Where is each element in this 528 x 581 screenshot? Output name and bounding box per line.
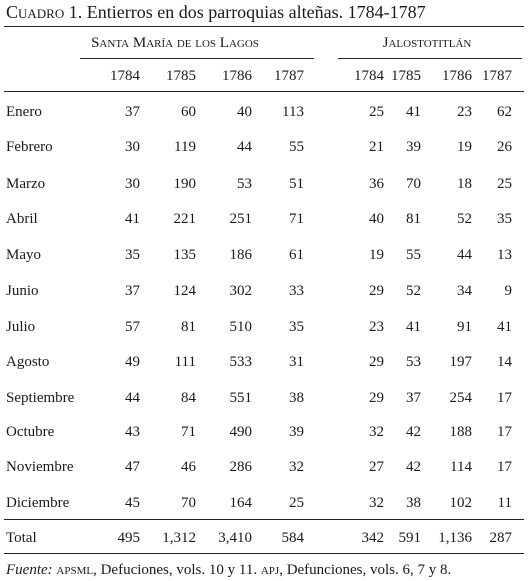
table-cell: 186 <box>229 247 252 263</box>
table-cell: 55 <box>289 139 304 155</box>
header-rule <box>4 91 524 92</box>
table-cell: 60 <box>181 104 196 120</box>
table-cell: 53 <box>237 176 252 192</box>
table-cell: 30 <box>125 176 140 192</box>
table-cell: 25 <box>289 495 304 511</box>
table-cell: 1,312 <box>162 530 196 546</box>
table-cell: 39 <box>406 139 421 155</box>
row-label: Junio <box>6 283 39 299</box>
year-header: 1785 <box>166 68 196 84</box>
table-cell: 38 <box>289 390 304 406</box>
table-cell: 286 <box>229 459 252 475</box>
table-cell: 113 <box>282 104 304 120</box>
table-cell: 124 <box>173 283 196 299</box>
table-cell: 52 <box>406 283 421 299</box>
table-cell: 47 <box>125 459 140 475</box>
table-cell: 52 <box>457 211 472 227</box>
table-cell: 42 <box>406 424 421 440</box>
table-cell: 342 <box>361 530 384 546</box>
table-cell: 32 <box>369 495 384 511</box>
table-cell: 42 <box>406 459 421 475</box>
table-cell: 3,410 <box>218 530 252 546</box>
row-label: Abril <box>6 211 38 227</box>
table-cell: 41 <box>125 211 140 227</box>
table-cell: 81 <box>406 211 421 227</box>
table-cell: 29 <box>369 390 384 406</box>
year-header: 1784 <box>110 68 140 84</box>
table-cell: 17 <box>497 424 512 440</box>
table-cell: 23 <box>457 104 472 120</box>
row-label: Mayo <box>6 247 41 263</box>
table-cell: 71 <box>289 211 304 227</box>
table-caption <box>6 1 524 23</box>
table-cell: 26 <box>497 139 512 155</box>
year-header: 1786 <box>442 68 472 84</box>
table-cell: 164 <box>229 495 252 511</box>
row-label: Diciembre <box>6 495 70 511</box>
group-header-santa-maria: Santa María de los Lagos <box>91 35 259 51</box>
table-cell: 27 <box>369 459 384 475</box>
table-cell: 19 <box>457 139 472 155</box>
table-cell: 31 <box>289 354 304 370</box>
row-label: Agosto <box>6 354 50 370</box>
table-cell: 23 <box>369 319 384 335</box>
table-cell: 33 <box>289 283 304 299</box>
table-cell: 591 <box>398 530 421 546</box>
table-cell: 81 <box>181 319 196 335</box>
table-cell: 9 <box>504 283 512 299</box>
table-cell: 25 <box>497 176 512 192</box>
table-cell: 533 <box>229 354 252 370</box>
caption-label: Cuadro <box>6 2 65 22</box>
table-cell: 35 <box>289 319 304 335</box>
table-cell: 37 <box>125 104 140 120</box>
table-cell: 40 <box>237 104 252 120</box>
table-cell: 251 <box>229 211 252 227</box>
year-header: 1786 <box>222 68 252 84</box>
table-cell: 46 <box>181 459 196 475</box>
table-cell: 551 <box>229 390 252 406</box>
table-cell: 71 <box>181 424 196 440</box>
table-cell: 29 <box>369 354 384 370</box>
row-label: Octubre <box>6 424 55 440</box>
group-header-jalostotitlan: Jalostotitlán <box>382 35 472 51</box>
table-cell: 55 <box>406 247 421 263</box>
table-cell: 19 <box>369 247 384 263</box>
row-label: Noviembre <box>6 459 74 475</box>
table-cell: 41 <box>406 104 421 120</box>
row-label: Total <box>6 530 37 546</box>
table-cell: 30 <box>125 139 140 155</box>
table-cell: 1,136 <box>438 530 472 546</box>
table-cell: 11 <box>497 495 512 511</box>
table-cell: 14 <box>497 354 512 370</box>
top-rule <box>4 26 524 27</box>
table-cell: 44 <box>237 139 252 155</box>
table-cell: 584 <box>281 530 304 546</box>
source-note <box>6 561 451 579</box>
source-label: Fuente: <box>6 562 53 578</box>
table-cell: 17 <box>497 459 512 475</box>
source-text-1: , Defuciones, vols. 10 y 11. <box>93 562 261 578</box>
table-cell: 18 <box>457 176 472 192</box>
row-label: Julio <box>6 319 36 335</box>
table-cell: 32 <box>289 459 304 475</box>
table-cell: 41 <box>497 319 512 335</box>
table-cell: 57 <box>125 319 140 335</box>
table-cell: 32 <box>369 424 384 440</box>
table-cell: 111 <box>174 354 196 370</box>
row-label: Enero <box>6 104 42 120</box>
table-cell: 29 <box>369 283 384 299</box>
row-label: Febrero <box>6 139 53 155</box>
table-cell: 35 <box>497 211 512 227</box>
table-cell: 70 <box>181 495 196 511</box>
table-cell: 221 <box>173 211 196 227</box>
table-cell: 44 <box>125 390 140 406</box>
table-cell: 39 <box>289 424 304 440</box>
table-cell: 41 <box>406 319 421 335</box>
table-cell: 25 <box>369 104 384 120</box>
table-cell: 91 <box>457 319 472 335</box>
table-cell: 37 <box>125 283 140 299</box>
row-label: Septiembre <box>6 390 75 406</box>
year-header: 1787 <box>482 68 512 84</box>
source-abbr-apsml: apsml <box>56 562 94 578</box>
group-underline-santa-maria <box>80 58 314 59</box>
table-cell: 62 <box>497 104 512 120</box>
bottom-rule <box>4 553 524 554</box>
table-cell: 70 <box>406 176 421 192</box>
table-cell: 254 <box>449 390 472 406</box>
table-cell: 17 <box>497 390 512 406</box>
table-cell: 302 <box>229 283 252 299</box>
table-cell: 45 <box>125 495 140 511</box>
year-header: 1787 <box>274 68 304 84</box>
table-cell: 34 <box>457 283 472 299</box>
table-cell: 61 <box>289 247 304 263</box>
table-cell: 21 <box>369 139 384 155</box>
table-cell: 102 <box>449 495 472 511</box>
table-cell: 287 <box>489 530 512 546</box>
table-cell: 51 <box>289 176 304 192</box>
table-cell: 114 <box>450 459 472 475</box>
table-cell: 197 <box>449 354 472 370</box>
table-cell: 119 <box>174 139 196 155</box>
table-cell: 44 <box>457 247 472 263</box>
table-cell: 53 <box>406 354 421 370</box>
table-cell: 135 <box>173 247 196 263</box>
table-cell: 49 <box>125 354 140 370</box>
table-cell: 43 <box>125 424 140 440</box>
source-text-2: , Defunciones, vols. 6, 7 y 8. <box>279 562 452 578</box>
table-cell: 38 <box>406 495 421 511</box>
table-cell: 40 <box>369 211 384 227</box>
table-cell: 13 <box>497 247 512 263</box>
row-label: Marzo <box>6 176 46 192</box>
table-cell: 188 <box>449 424 472 440</box>
year-header: 1784 <box>354 68 384 84</box>
table-cell: 36 <box>369 176 384 192</box>
table-cell: 495 <box>117 530 140 546</box>
table-cell: 510 <box>229 319 252 335</box>
table-cell: 490 <box>229 424 252 440</box>
table-cell: 37 <box>406 390 421 406</box>
year-header: 1785 <box>391 68 421 84</box>
group-underline-jalostotitlan <box>338 58 522 59</box>
table-cell: 190 <box>173 176 196 192</box>
table-cell: 35 <box>125 247 140 263</box>
caption-title: 1. Entierros en dos parroquias alteñas. 1784-1787 <box>64 2 426 22</box>
source-abbr-apj: apj <box>260 562 280 578</box>
table-cell: 84 <box>181 390 196 406</box>
total-rule <box>4 519 524 520</box>
